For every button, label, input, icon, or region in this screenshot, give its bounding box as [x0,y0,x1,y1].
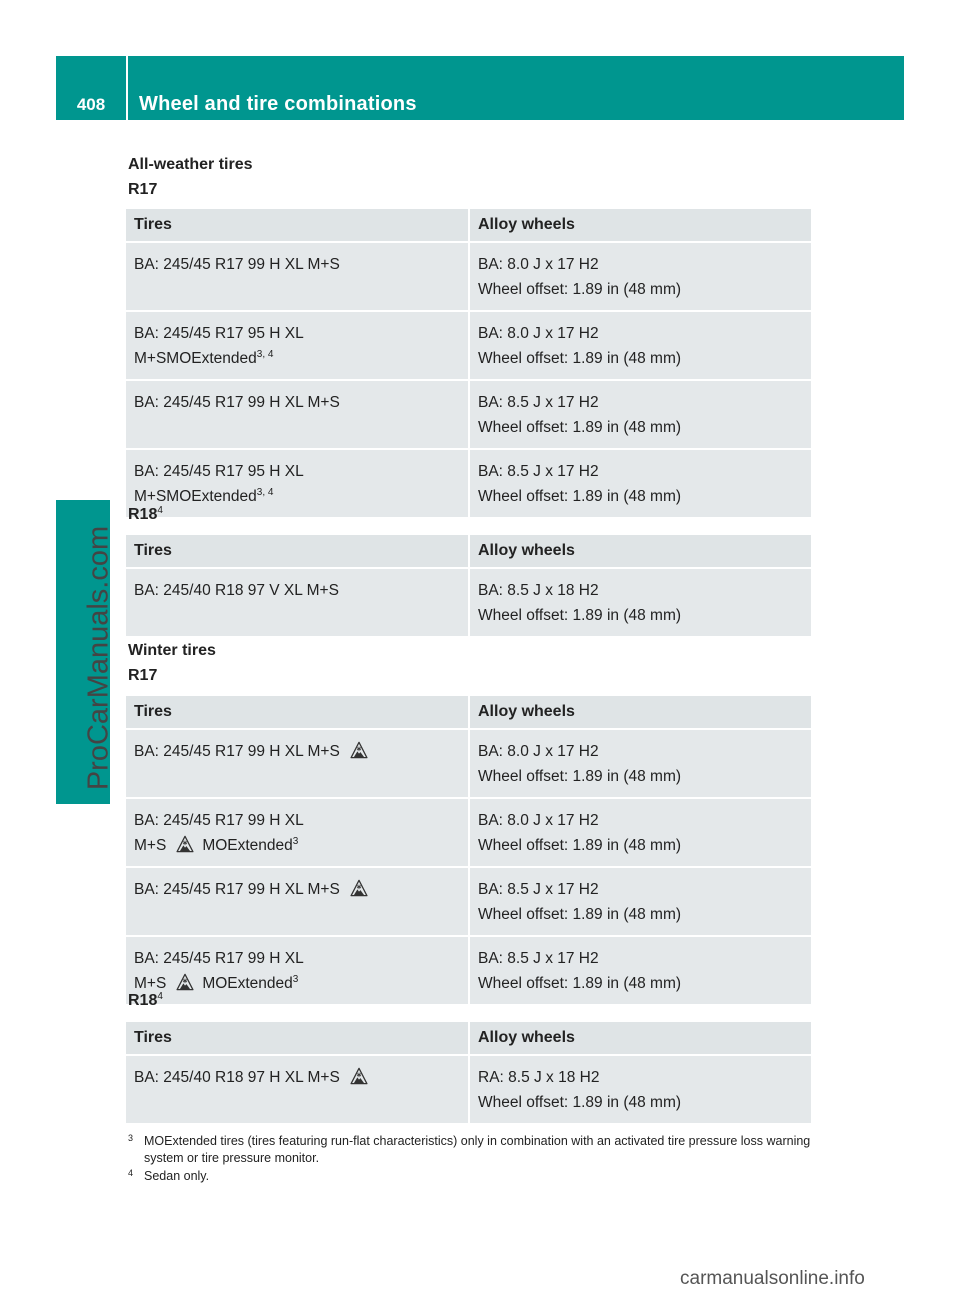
winter-tire-icon [350,879,368,897]
tire-cell: BA: 245/45 R17 99 H XL M+S MOExtended$^3$ [126,936,469,1004]
tire-cell: BA: 245/45 R17 95 H XL M+SMOExtended$^{3, 4}$ [126,449,469,517]
table-row [126,449,811,517]
column-header-alloy-wheels: Alloy wheels [469,209,811,242]
column-header-alloy-wheels: Alloy wheels [469,535,811,568]
subsection-r18-winter: $R18^4$ [128,991,163,1009]
all-weather-r18-table [126,535,811,636]
tire-cell: BA: 245/45 R17 99 H XL M+S [126,380,469,449]
column-header-tires: Tires [126,1022,469,1055]
subsection-r18-all-weather: $R18^4$ [128,505,163,523]
tire-cell: BA: 245/40 R18 97 V XL M+S [126,568,469,636]
winter-tire-icon [176,973,194,991]
footer-watermark: carmanualsonline.info [680,1268,865,1289]
page-title: Wheel and tire combinations [139,93,417,115]
footnote-3 [128,1133,818,1167]
wheel-cell: BA: 8.0 J x 17 H2 Wheel offset: 1.89 in (48 mm) [469,242,811,311]
footnote-ref: 4 [157,505,163,516]
column-header-tires: Tires [126,209,469,242]
header-separator [126,56,128,120]
table-row [126,568,811,636]
table-header-row [126,1022,811,1055]
table-row [126,867,811,936]
all-weather-r17-table [126,209,811,517]
table-header-row [126,209,811,242]
tire-cell: BA: 245/45 R17 99 H XL M+S [126,867,469,936]
table-header-row [126,696,811,729]
table-row [126,242,811,311]
wheel-cell: BA: 8.5 J x 17 H2 Wheel offset: 1.89 in (48 mm) [469,867,811,936]
footnote-ref: 3 [292,836,299,847]
winter-r18-table [126,1022,811,1123]
footnote-mark: 3 [128,1133,134,1143]
footnote-mark: 4 [128,1168,134,1178]
winter-tire-icon [350,741,368,759]
footnote-text: MOExtended tires (tires featuring run-flat characteristics) only in combination with an activated tire pressure loss warning system or tire pressure monitor. [144,1134,811,1165]
table-row [126,311,811,380]
tire-cell: BA: 245/40 R18 97 H XL M+S [126,1055,469,1123]
footnote-ref: 3 [292,974,299,985]
tire-cell: BA: 245/45 R17 99 H XL M+S [126,242,469,311]
wheel-cell: BA: 8.0 J x 17 H2 Wheel offset: 1.89 in (48 mm) [469,729,811,798]
footnote-4 [128,1168,818,1185]
column-header-tires: Tires [126,696,469,729]
side-watermark: ProCarManuals.com [82,525,115,791]
wheel-cell: BA: 8.0 J x 17 H2 Wheel offset: 1.89 in (48 mm) [469,798,811,867]
wheel-cell: RA: 8.5 J x 18 H2 Wheel offset: 1.89 in (48 mm) [469,1055,811,1123]
tire-cell: BA: 245/45 R17 99 H XL M+S [126,729,469,798]
wheel-cell: BA: 8.5 J x 17 H2 Wheel offset: 1.89 in (48 mm) [469,380,811,449]
table-header-row [126,535,811,568]
wheel-cell: BA: 8.5 J x 17 H2 Wheel offset: 1.89 in (48 mm) [469,936,811,1004]
table-row [126,729,811,798]
page-header [56,56,904,120]
winter-r17-table [126,696,811,1004]
tire-cell: BA: 245/45 R17 95 H XL M+SMOExtended$^{3, 4}$ [126,311,469,380]
wheel-cell: BA: 8.0 J x 17 H2 Wheel offset: 1.89 in (48 mm) [469,311,811,380]
table-row [126,380,811,449]
column-header-tires: Tires [126,535,469,568]
page-number: 408 [76,95,106,114]
table-row [126,936,811,1004]
footnote-ref: 4 [157,991,163,1002]
winter-tire-icon [176,835,194,853]
section-title-winter: Winter tires [128,642,216,659]
section-title-all-weather: All-weather tires [128,156,253,173]
winter-tire-icon [350,1067,368,1085]
table-row [126,1055,811,1123]
footnote-text: Sedan only. [144,1169,210,1183]
subsection-r17-all-weather: R17 [128,181,158,198]
footnote-ref: 3, 4 [256,487,274,498]
subsection-r17-winter: R17 [128,667,158,684]
column-header-alloy-wheels: Alloy wheels [469,1022,811,1055]
wheel-cell: BA: 8.5 J x 17 H2 Wheel offset: 1.89 in (48 mm) [469,449,811,517]
column-header-alloy-wheels: Alloy wheels [469,696,811,729]
table-row [126,798,811,867]
wheel-cell: BA: 8.5 J x 18 H2 Wheel offset: 1.89 in (48 mm) [469,568,811,636]
footnote-ref: 3, 4 [256,349,274,360]
tire-cell: BA: 245/45 R17 99 H XL M+S MOExtended$^3$ [126,798,469,867]
